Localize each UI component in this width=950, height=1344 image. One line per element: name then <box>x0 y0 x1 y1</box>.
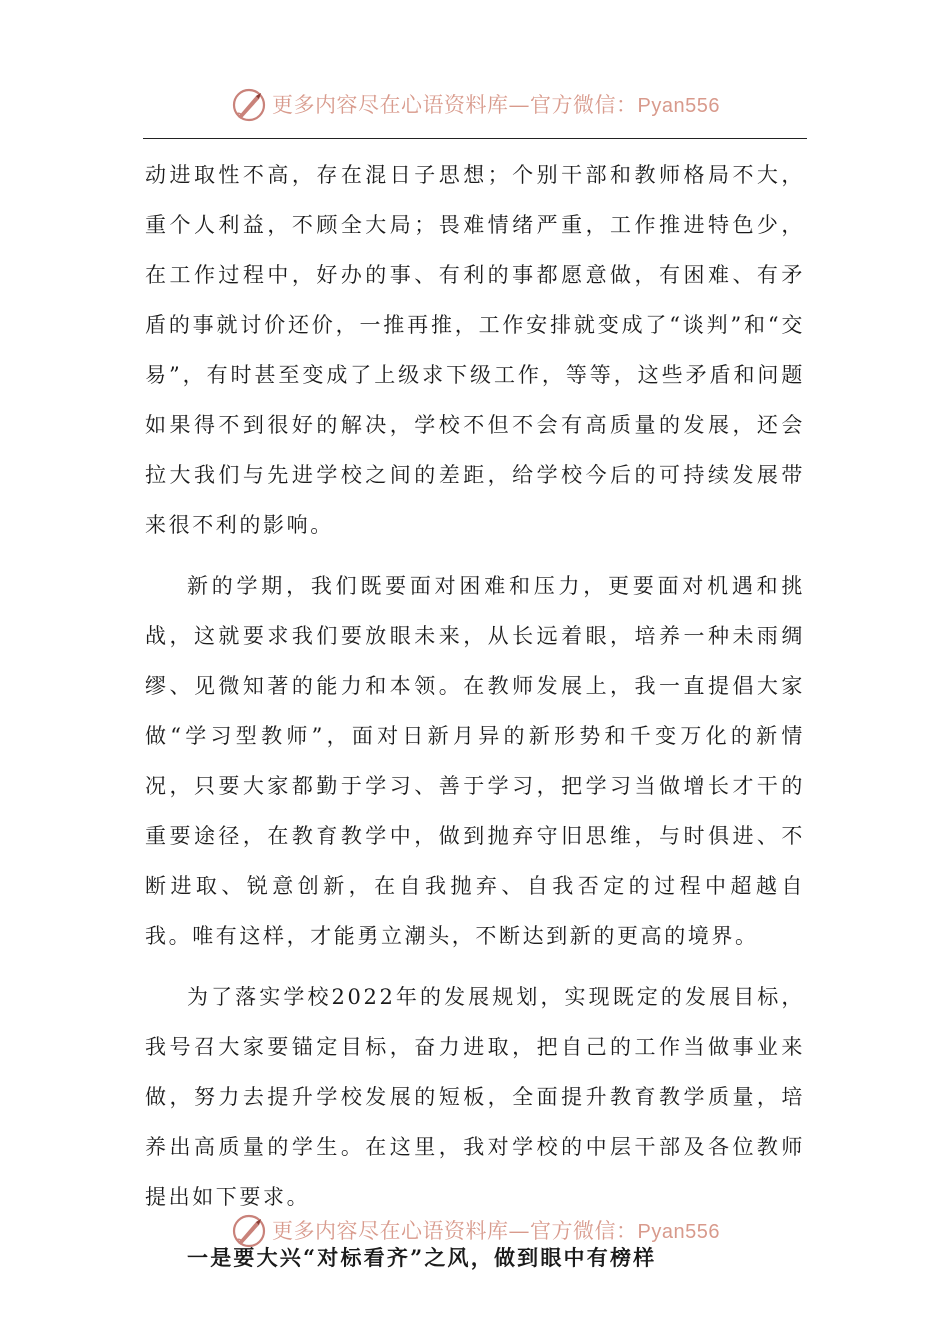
document-body <box>145 150 805 1283</box>
pen-logo-icon <box>230 84 270 124</box>
banner-sub-text: 官方微信： <box>530 1219 638 1243</box>
banner-handle: Pyan556 <box>637 1221 720 1243</box>
banner-main-text: 更多内容尽在心语资料库 <box>272 93 509 117</box>
section-heading: 一是要大兴“对标看齐”之风，做到眼中有榜样 <box>187 1245 657 1270</box>
banner-main-text: 更多内容尽在心语资料库 <box>272 1219 509 1243</box>
banner-separator: — <box>508 1219 531 1243</box>
footer-banner <box>0 1208 950 1252</box>
banner-text <box>272 1215 720 1245</box>
banner-sub-text: 官方微信： <box>530 93 638 117</box>
header-divider <box>143 138 807 139</box>
banner-separator: — <box>508 93 531 117</box>
banner-text <box>272 89 720 119</box>
paragraph-continued: 动进取性不高，存在混日子思想；个别干部和教师格局不大，重个人利益，不顾全大局；畏难情绪严重，工作推进特色少，在工作过程中，好办的事、有利的事都愿意做，有困难、有矛盾的事就讨价还价，一推再推，工作安排就变成了“谈判”和“交易”，有时甚至变成了上级求下级工作，等等，这些矛盾和问题如果得不到很好的解决，学校不但不会有高质量的发展，还会拉大我们与先进学校之间的差距，给学校今后的可持续发展带来很不利的影响。 <box>145 163 805 537</box>
banner-handle: Pyan556 <box>637 95 720 117</box>
pen-logo-icon <box>230 1210 270 1250</box>
header-banner <box>0 82 950 126</box>
paragraph: 为了落实学校2022年的发展规划，实现既定的发展目标，我号召大家要锚定目标，奋力进取，把自己的工作当做事业来做，努力去提升学校发展的短板，全面提升教育教学质量，培养出高质量的学生。在这里，我对学校的中层干部及各位教师提出如下要求。 <box>145 985 805 1209</box>
paragraph: 新的学期，我们既要面对困难和压力，更要面对机遇和挑战，这就要求我们要放眼未来，从长远着眼，培养一种未雨绸缪、见微知著的能力和本领。在教师发展上，我一直提倡大家做“学习型教师”，面对日新月异的新形势和千变万化的新情况，只要大家都勤于学习、善于学习，把学习当做增长才干的重要途径，在教育教学中，做到抛弃守旧思维，与时俱进、不断进取、锐意创新，在自我抛弃、自我否定的过程中超越自我。唯有这样，才能勇立潮头，不断达到新的更高的境界。 <box>145 574 805 948</box>
